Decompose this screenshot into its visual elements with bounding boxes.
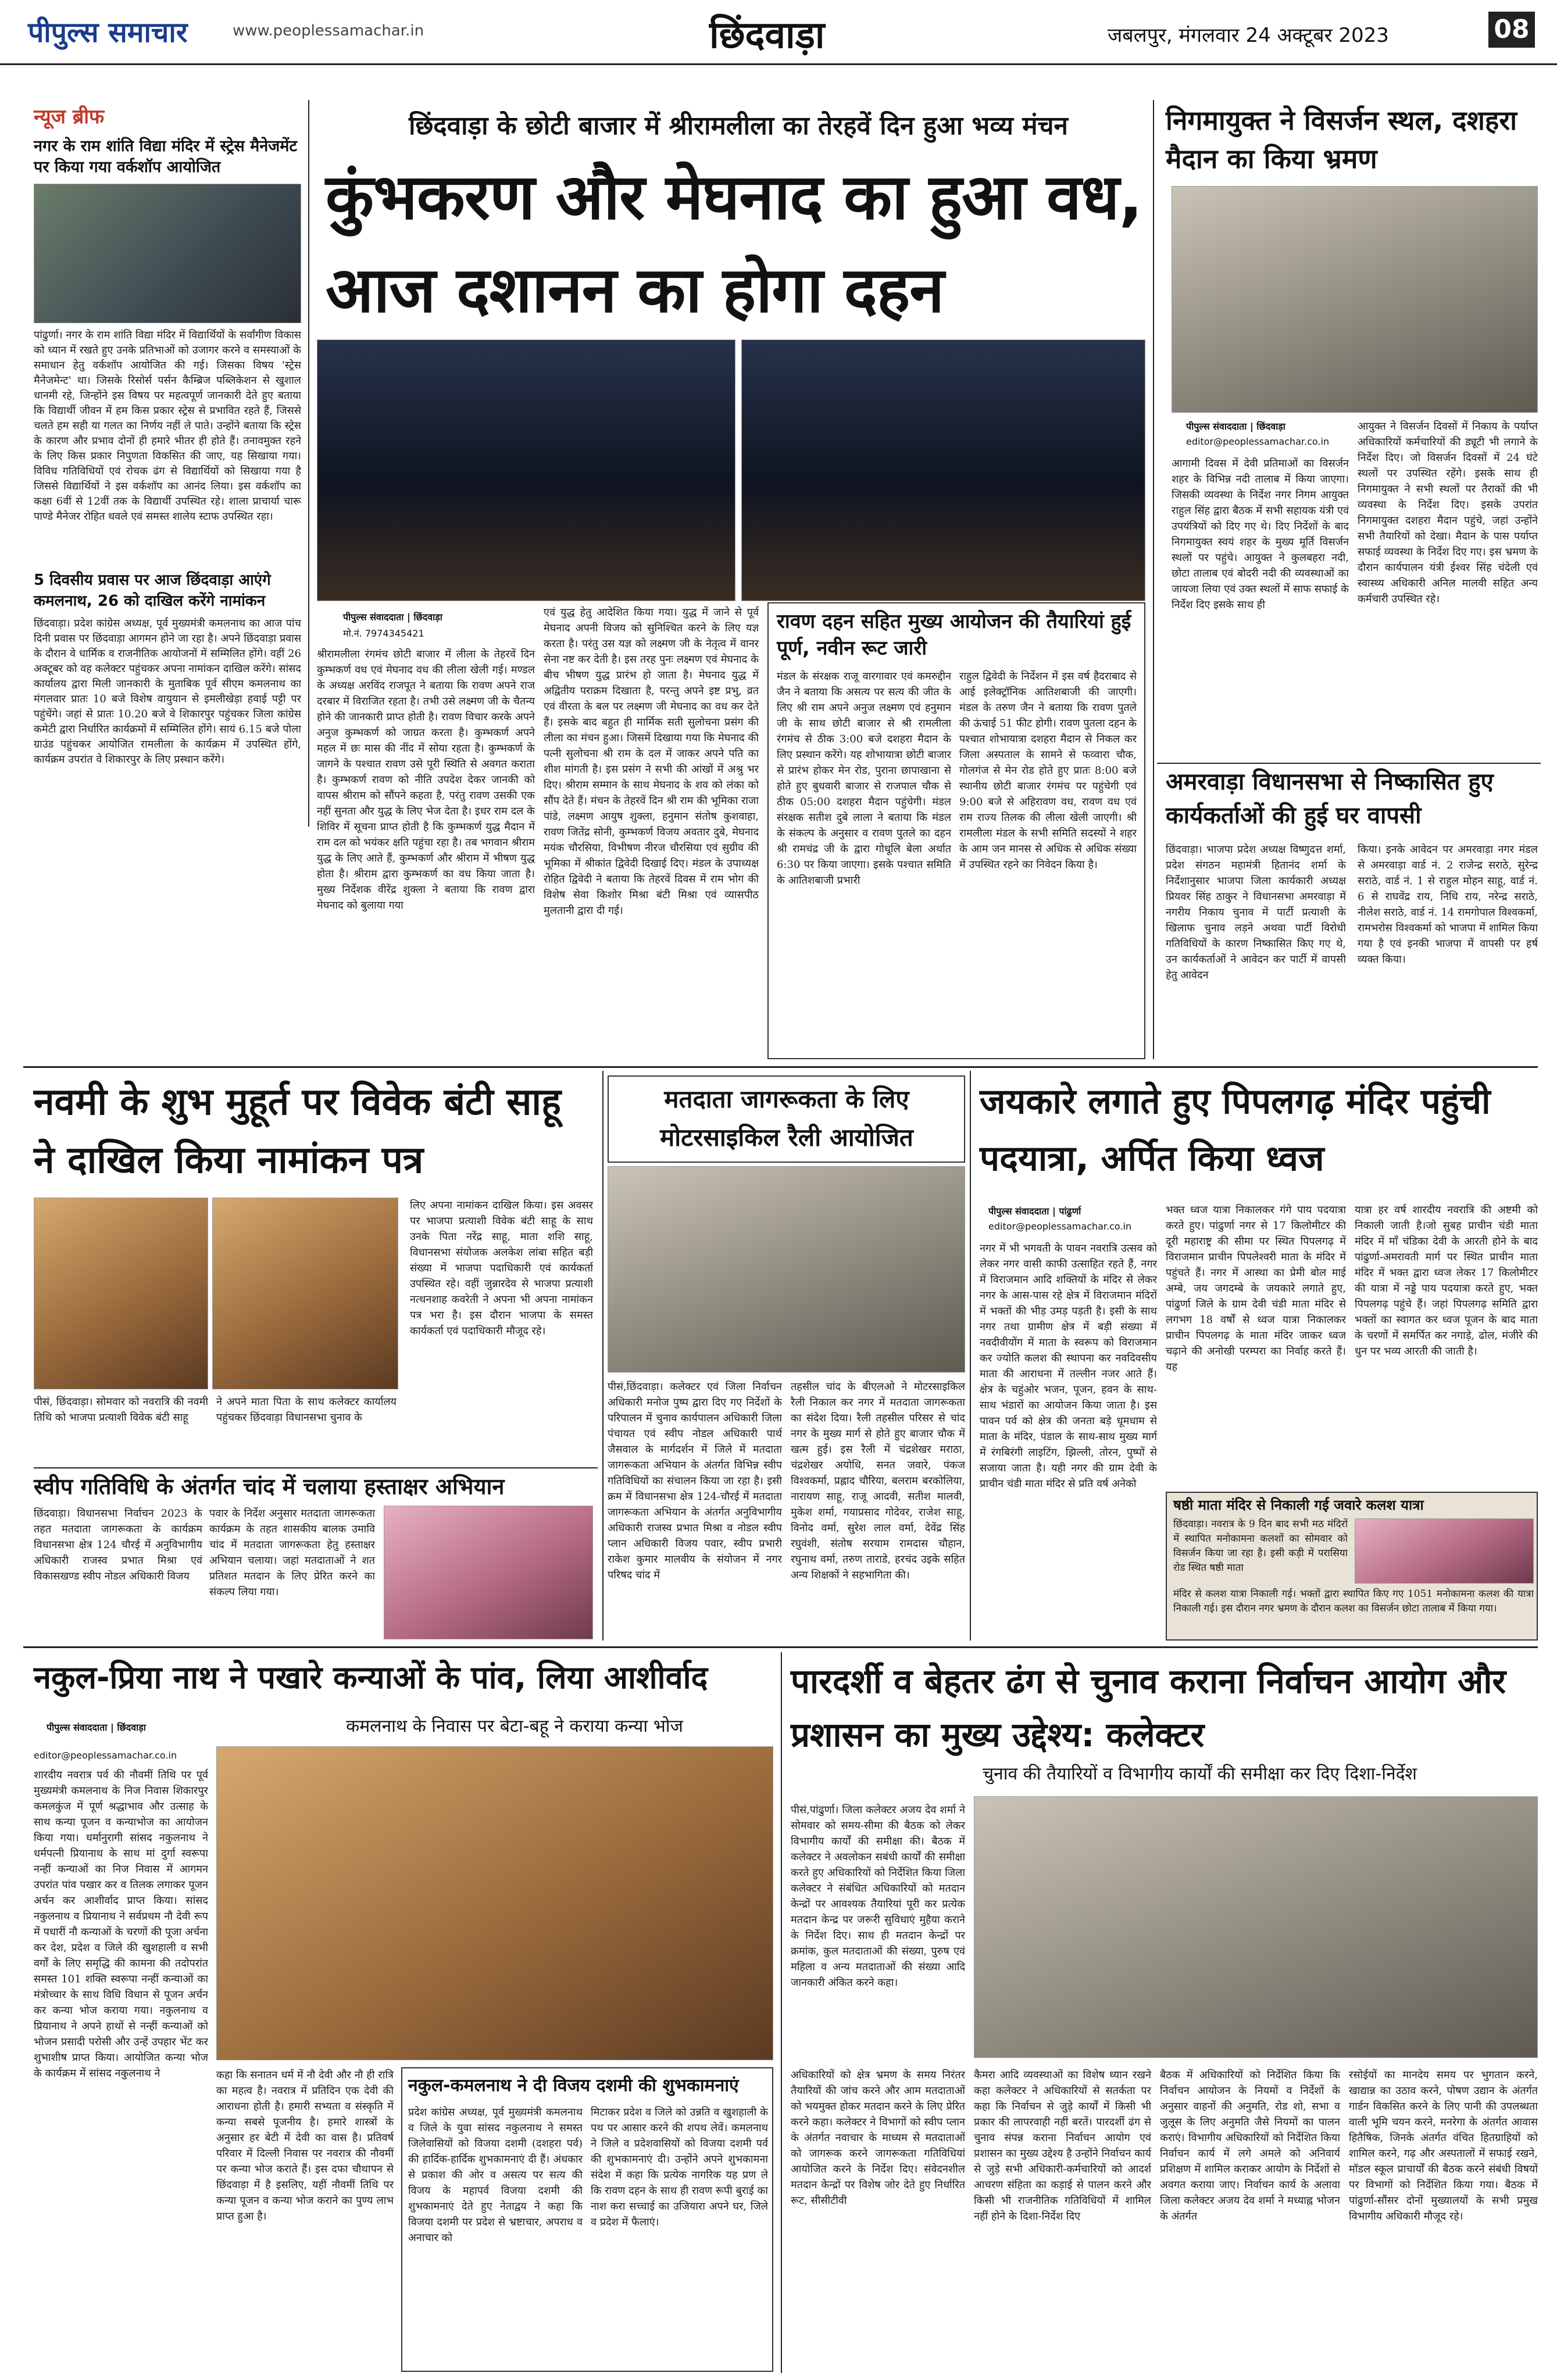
route-col-2: राहुल द्विवेदी के निर्देशन में इस वर्ष हैदराबाद से आई इलेक्ट्रॉनिक आतिशबाजी की जाएगी। मंडल के तरुण जैन ने बताया कि रावण पुतले की ऊंचाई 51 फीट होगी। रावण पुतला दहन के पश्चात शोभायात्रा दशहरा मैदान से निकल कर जिला अस्पताल के सामने से फव्वारा चौक, गोलगंज से मेन रोड होते हुए प्रातः 8:00 बजे स्थानीय छोटी बाजार रंगमंच पर पहुंचेगी एवं 9:00 बजे से अहिरावण वध, रावण वध एवं राम राज्य तिलक की लीला खेली जाएगी। श्री रामलीला मंडल के सभी समिति सदस्यों ने शहर के आम जन मानस से अधिक से अधिक संख्या में उपस्थित रहने का निवेदन किया है। <box>959 670 1137 871</box>
lead-col-2: एवं युद्ध हेतु आदेशित किया गया। युद्ध में जाने से पूर्व मेघनाद अपनी विजय को सुनिश्चित करने के लिए यज्ञ करता है। परंतु उस यज्ञ को लक्ष्मण जी के नेतृत्व में वानर सेना नष्ट कर देती है। इस तरह पुनः लक्ष्मण एवं मेघनाद के बीच भीषण युद्ध प्रारंभ हो जाता है। मेघनाद युद्ध में अद्वितीय पराक्रम दिखाता है, परन्तु अपने इष्ट प्रभु, व्रत एवं वीरता के बल पर लक्ष्मण जी मेघनाद का वध कर देते हैं। इसके बाद बहुत ही मार्मिक सती सुलोचना प्रसंग की लीला का मंचन हुआ। जिसमें दिखाया गया कि मेघनाद की पत्नी सुलोचना श्री राम के दल में जाकर अपने पति का शीश मांगती है। इस प्रसंग ने सभी की आंखों में अश्रु भर दिए। श्रीराम सम्मान के साथ मेघनाद के शव को लंका को सौंप देते हैं। मंचन के तेहरवें दिन श्री राम की भूमिका राजा पांडे, लक्ष्मण आयुष शुक्ला, हनुमान संतोष कुशवाहा, रावण जितेंद्र सोनी, कुम्भकर्ण विजय अवतार दुबे, मेघनाद मयंक चौरसिया, विभीषण नीरज चौरसिया एवं सुग्रीव की भूमिका में श्रीकांत द्विवेदी दिखाई दिए। मंडल के उपाध्यक्ष रोहित द्विवेदी ने बताया कि तेहरवें दिवस में राम भोग की विशेष सेवा किशोर मिश्रा बंटी मिश्रा एवं व्यासपीठ मुलतानी द्वारा दी गई। <box>544 606 759 917</box>
lead-credit: पीपुल्स संवाददाता | छिंदवाड़ा <box>343 612 442 623</box>
rally-col-2: तहसील चांद के बीएलओ ने मोटरसाइकिल रैली निकाल कर नगर में मतदाता जागरूकता का संदेश दिया। रैली तहसील परिसर से चांद नगर के मुख्य मार्ग से होते हुए बाजार चौक में खत्म हुई। इस रैली में चंद्रशेखर मराठा, चंद्रशेखर अयोधि, सनत जवारे, पंकज विश्वकर्मा, प्रह्लाद चौरिया, बलराम बरकोलिया, नारायण साहू, राजू आदवी, सतीश मालवी, मुकेश शर्मा, गयाप्रसाद गोदेवर, राजेश साहू, विनोद वर्मा, सुरेश लाल वर्मा, देवेंद्र सिंह रघुवंशी, संतोष सरयाम रामदास चौहान, रघुनाथ वर्मा, तरुण ताराडे, हरचंद उइके सहित अन्य शिक्षकों ने सहभागिता की। <box>791 1381 965 1581</box>
inspect-col-2: आयुक्त ने विसर्जन दिवसों में निकाय के पर्याप्त अधिकारियों कर्मचारियों की ड्यूटी भी लगाने के निर्देश दिए। जो विसर्जन दिवसों में 24 घंटे स्थलों पर उपस्थित रहेंगे। इसके साथ ही निगमायुक्त ने सभी स्थलों पर तैराकों की भी व्यवस्था के निर्देश दिए। इसके उपरांत निगमायुक्त दशहरा मैदान पहुंचे, जहां उन्होंने सभी तैयारियों को देखा। मैदान के पास पर्याप्त सफाई व्यवस्था के निर्देश दिए गए। इस भ्रमण के दौरान कार्यपालन यंत्री ईश्वर सिंह चंदेली एवं स्वास्थ्य अधिकारी अनिल मालवी सहित अन्य कर्मचारी उपस्थित रहे। <box>1358 420 1538 605</box>
sahu-photo-1 <box>34 1198 208 1389</box>
route-headline: रावण दहन सहित मुख्य आयोजन की तैयारियां हुई पूर्ण, नवीन रूट जारी <box>777 610 1131 660</box>
brief-text-2: छिंदवाड़ा। प्रदेश कांग्रेस अध्यक्ष, पूर्व मुख्यमंत्री कमलनाथ का आज पांच दिनी प्रवास पर छिंदवाड़ा आगमन होने जा रहा है। अपने छिंदवाड़ा प्रवास के दौरान वे धार्मिक व राजनीतिक आयोजनों में सम्मिलित होंगे। वहीं 26 अक्टूबर को वह कलेक्टर पहुंचकर अपना नामांकन दाखिल करेंगे। सांसद कार्यालय द्वारा मिली जानकारी के मुताबिक पूर्व सीएम कमलनाथ का मंगलवार प्रातः 10 बजे विशेष वायुयान से इमलीखेड़ा हवाई पट्टी पर पहुंचेंगे। जहां से प्रातः 10.20 बजे वे शिकारपुर पहुंचकर जिला कांग्रेस कमेटी द्वारा निर्धारित कार्यक्रमों में सम्मिलित होंगे। सायं 6.15 बजे पोला ग्राउंड पहुंचकर आयोजित रामलीला के कार्यक्रम में उपस्थित होंगे, कार्यक्रम उपरांत वे शिकारपुर के लिए प्रस्थान करेंगे। <box>34 617 301 766</box>
sahu-photo-2 <box>212 1198 398 1389</box>
inspect-email[interactable]: editor@peoplessamachar.co.in <box>1186 436 1330 447</box>
kalash-text-1: छिंदवाड़ा। नवरात्र के 9 दिन बाद सभी मठ मंदिरों में स्थापित मनोकामना कलशों का सोमवार को विसर्जन किया जा रहा है। इसी कड़ी में परासिया रोड स्थित षष्ठी माता <box>1173 1518 1348 1574</box>
kalash-text-2: मंदिर से कलश यात्रा निकाली गई। भक्तों द्वारा स्थापित किए गए 1051 मनोकामना कलश की यात्रा निकाली गई। इस दौरान नगर भ्रमण के दौरान कलश का विसर्जन छोटा तालाब में किया गया। <box>1173 1588 1534 1614</box>
sveep-col-2: पवार के निर्देश अनुसार मतदाता जागरूकता कार्यक्रम के तहत शासकीय बालक उमावि चांद में मतदाता जागरूकता हेतु हस्ताक्षर अभियान चलाया। जहां मतदाताओं ने शत प्रतिशत मतदान के लिए प्रेरित करने का संकल्प लिया गया। <box>209 1507 375 1598</box>
collector-col-2: कैमरा आदि व्यवस्थाओं का विशेष ध्यान रखने कहा कलेक्टर ने अधिकारियों से सतर्कता पर कहा कि निर्वाचन से जुड़े कार्यों में किसी भी प्रकार की लापरवाही नहीं बरतें। पारदर्शी ढंग से चुनाव संपन्न कराना निर्वाचन आयोग एवं प्रशासन का मुख्य उद्देश्य है उन्होंने निर्वाचन कार्य से जुड़े सभी अधिकारी-कर्मचारियों को आदर्श आचरण संहिता का कड़ाई से पालन करने और किसी भी राजनीतिक गतिविधियों में शामिल नहीं होने के दिशा-निर्देश दिए <box>974 2069 1151 2222</box>
collector-col-4: रसोईयों का मानदेय समय पर भुगतान करने, खाद्यान्न का उठाव करने, पोषण उद्यान के अंतर्गत गार्डन विकसित करने के लिए पानी की उपलब्धता वाली भूमि चयन करने, मनरेगा के अंतर्गत आवास हितैषिक, जिनके अंतर्गत वंचित हितग्राहियों को शामिल करने, गढ़ और अस्पतालों में सफाई रखने, मॉडल स्कूल प्राचार्यों की बैठक करने संबंधी विषयों पर विभागों को निर्देशित किया गया। बैठक में पांढुर्णा-सौंसर दोनों मुख्यालयों के सभी प्रमुख विभागीय अधिकारी मौजूद रहे। <box>1349 2069 1538 2222</box>
lead-kicker: छिंदवाड़ा के छोटी बाजार में श्रीरामलीला का तेरहवें दिन हुआ भव्य मंचन <box>409 111 1068 141</box>
amarwara-col-2: किया। इनके आवेदन पर अमरवाड़ा नगर मंडल से अमरवाड़ा वार्ड नं. 2 राजेन्द्र सराठे, सुरेन्द्र सराठे, वार्ड नं. 1 से राहुल मोहन साहू, वार्ड नं. 6 से राघवेंद्र राय, निधि राय, नरेन्द्र सराठे, नीलेश सराठे, वार्ड नं. 14 रामगोपाल विश्वकर्मा, रामभरोस विश्वकर्मा को भाजपा में शामिल किया गया है एवं इनकी भाजपा में वापसी पर हर्ष व्यक्त किया। <box>1358 844 1538 966</box>
divider <box>970 1071 971 1641</box>
inspect-col-1: आगामी दिवस में देवी प्रतिमाओं का विसर्जन शहर के विभिन्न नदी तालाब में किया जाएगा। जिसकी व्यवस्था के निर्देश नगर निगम आयुक्त राहुल सिंह द्वारा बैठक में सभी सहायक यंत्री एवं उपयंत्रियों को दिए गए थे। दिए निर्देशों के बाद निगमायुक्त स्वयं शहर के मुख्य मूर्ति विसर्जन स्थलों पर पहुंचे। आयुक्त ने कुलबहरा नदी, छोटा तालाब एवं बोदरी नदी की व्यवस्थाओं का जायजा लिया एवं उक्त स्थलों में साफ सफाई के निर्देश दिए इसके साथ ही <box>1172 458 1349 611</box>
dussehra-col-1: प्रदेश कांग्रेस अध्यक्ष, पूर्व मुख्यमंत्री कमलनाथ व जिले के युवा सांसद नकुलनाथ ने समस्त जिलेवासियों को विजया दशमी (दशहरा पर्व) की हार्दिक-हार्दिक शुभकामनाएं दी हैं। अंधकार से प्रकाश की ओर व असत्य पर सत्य की विजय के महापर्व विजया दशमी की शुभकामनाएं देते हुए नेताद्वय ने कहा कि विजया दशमी पर प्रदेश से भ्रष्टाचार, अपराध व अनाचार को <box>408 2106 583 2244</box>
divider <box>602 1071 603 1641</box>
sahu-headline: नवमी के शुभ मुहूर्त पर विवेक बंटी साहू ने दाखिल किया नामांकन पत्र <box>34 1081 561 1182</box>
collector-col-1: अधिकारियों को क्षेत्र भ्रमण के समय निरंतर तैयारियों की जांच करने और आम मतदाताओं को भयमुक्त होकर मतदान करने के लिए प्रेरित करने कहा। कलेक्टर ने विभागों को स्वीप प्लान के अंतर्गत नवाचार के माध्यम से मतदाताओं को जागरूक करने जागरूकता गतिविधियां आयोजित करने के निर्देश दिए। संवेदनशील मतदान केन्द्रों पर विशेष जोर देते हुए निर्धारित रूट, सीसीटीवी <box>791 2069 965 2207</box>
sveep-headline: स्वीप गतिविधि के अंतर्गत चांद में चलाया हस्ताक्षर अभियान <box>34 1474 505 1499</box>
inspection-photo <box>1172 186 1538 413</box>
page-number: 08 <box>1488 12 1535 48</box>
pipla-col-2: भक्त ध्वज यात्रा निकालकर गंगे पाय पदयात्रा करते हुए। पांढुर्णा नगर से 17 किलोमीटर की दूरी महाराष्ट्र की सीमा पर स्थित पिपलगढ़ में विराजमान प्राचीन पिपलेश्वरी माता के मंदिर में पहुंचते हैं। नगर में आस्था का प्रेमी बोल माई अम्बे, जय जगदम्बे के जयकारे लगाते हुए, पांढुर्णा जिले के ग्राम देवी चंडी माता मंदिर से लगभग 18 वर्षों से ध्वज यात्रा निकालकर प्राचीन पिपलगढ़ के माता मंदिर जाकर ध्वज चढ़ाने की अनोखी परम्परा का निर्वाह करते हैं। यह <box>1166 1204 1346 1373</box>
dateline: जबलपुर, मंगलवार 24 अक्टूबर 2023 <box>1108 24 1389 47</box>
divider <box>34 1467 598 1468</box>
nakul-col-1: शारदीय नवरात्र पर्व की नौवमीं तिथि पर पूर्व मुख्यमंत्री कमलनाथ के निज निवास शिकारपुर कमलकुंज में पूर्ण श्रद्धाभाव और उत्साह के साथ कन्या पूजन व कन्याभोज का आयोजन किया गया। धर्मानुरागी सांसद नकुलनाथ ने धर्मपत्नी प्रियानाथ के साथ मां दुर्गा स्वरूपा नन्हीं कन्याओं का निज निवास में आगमन उपरांत पांव पखार कर व तिलक लगाकर पूजन अर्चन कर आशीर्वाद प्राप्त किया। सांसद नकुलनाथ व प्रियानाथ ने सर्वप्रथम नौ देवी रूप में पधारीं नौ कन्याओं के चरणों की पूजा अर्चना कर देश, प्रदेश व जिले की खुशहाली व सभी वर्गों के लिए समृद्धि की कामना की तदोपरांत समस्त 101 शक्ति स्वरूपा नन्हीं कन्याओं का मंत्रोच्चार के साथ विधि विधान से पूजन अर्चन कर कन्या भोज कराया गया। नकुलनाथ व प्रियानाथ ने अपने हाथों से नन्हीं कन्याओं को भोजन प्रसादी परोसी और उन्हें उपहार भेंट कर शुभाशीष प्राप्त किया। आयोजित कन्या भोज के कार्यक्रम में सांसद नकुलनाथ ने <box>34 1769 208 2079</box>
amarwara-headline: अमरवाड़ा विधानसभा से निष्कासित हुए कार्यकर्ताओं की हुई घर वापसी <box>1166 769 1494 829</box>
pipla-headline: जयकारे लगाते हुए पिपलगढ़ मंदिर पहुंची पदयात्रा, अर्पित किया ध्वज <box>980 1081 1491 1179</box>
lead-col-1: श्रीरामलीला रंगमंच छोटी बाजार में लीला के तेहरवें दिन कुम्भकर्ण वध एवं मेघनाद वध की लीला खेली गई। मण्डल के अध्यक्ष अरविंद राजपूत ने बताया कि रावण अपने राज दरबार में विराजित रहता है। तभी उसे लक्ष्मण जी के चैतन्य होने की जानकारी प्राप्त होती है। रावण विचार करके अपने अनुज कुम्भकर्ण को जाग्रत करता है। कुम्भकर्ण अपने महल में छः मास की नींद में सोया रहता है। कुम्भकर्ण के जागने के पश्चात रावण उसे पूरी स्थिति से अवगत कराता है। कुम्भकर्ण रावण को नीति उपदेश देकर जानकी को वापस श्रीराम को सौंपने कहता है, परंतु रावण उसकी एक नहीं सुनता और युद्ध के लिए भेज देता है। इधर राम दल के शिविर में सूचना प्राप्त होती है कि कुम्भकर्ण युद्ध मैदान में राम दल को भयंकर क्षति पहुंचा रहा है। तब भगवान श्रीराम युद्ध के लिए आते हैं, कुम्भकर्ण और श्रीराम में भीषण युद्ध होता है। श्रीराम द्वारा कुम्भकर्ण का वध किया जाता है। मुख्य निर्देशक वीरेंद्र शुक्ला ने बताया कि रावण द्वारा मेघनाद को बुलाया गया <box>317 648 535 912</box>
nakul-credit: पीपुल्स संवाददाता | छिंदवाड़ा <box>47 1722 146 1733</box>
dussehra-headline: नकुल-कमलनाथ ने दी विजय दशमी की शुभकामनाएं <box>408 2075 739 2096</box>
nakul-col-2: कहा कि सनातन धर्म में नौ देवी और नौ ही रात्रि का महत्व है। नवरात्र में प्रतिदिन एक देवी की आराधना होती है। हमारी सभ्यता व संस्कृति में कन्या सबसे पूजनीय है। हमारे शास्त्रों के अनुसार हर बेटी में देवी का वास है। प्रतिवर्ष परिवार में दिल्ली निवास पर नवरात्र की नौवमीं पर कन्या भोज कराते हैं। इस दफा चौथापन से छिंदवाड़ा में है इसलिए, यहीं नौवमीं तिथि पर कन्या पूजन व कन्या भोज कराने का पुण्य लाभ प्राप्त हुआ है। <box>216 2069 394 2222</box>
nakul-email[interactable]: editor@peoplessamachar.co.in <box>34 1750 177 1761</box>
masthead <box>0 0 1557 65</box>
effigy-photo <box>317 340 735 601</box>
inspect-headline: निगमायुक्त ने विसर्जन स्थल, दशहरा मैदान का किया भ्रमण <box>1166 105 1517 174</box>
lead-headline: कुंभकरण और मेघनाद का हुआ वध, आज दशानन का होगा दहन <box>326 161 1142 327</box>
pipla-col-3: यात्रा हर वर्ष शारदीय नवरात्रि की अष्टमी को निकाली जाती है।जो सुबह प्राचीन चंडी माता मंदिर में माँ चंडिका देवी के आरती होने के बाद पांढुर्णा-अमरावती मार्ग पर स्थित प्राचीन माता मंदिर में भक्त द्वारा ध्वज लेकर 17 किलोमीटर की यात्रा में नड्डे पाय पदयात्रा करते हुए, भक्त पिपलगढ़ पहुंचे हैं। जहां पिपलगढ़ समिति द्वारा भक्तों का स्वागत कर ध्वज पूजन के बाद माता के चरणों में समर्पित कर नगाड़े, ढोल, मंजीरे की धुन पर भव्य आरती की जाती है। <box>1355 1204 1538 1357</box>
rally-headline: मतदाता जागरूकता के लिए मोटरसाइकिल रैली आयोजित <box>660 1085 913 1152</box>
pipla-col-1: नगर में भी भगवती के पावन नवरात्रि उत्सव को लेकर नगर वासी काफी उत्साहित रहते हैं, नगर में विराजमान आदि शक्तियों के मंदिर से लेकर नगर के आस-पास रहे क्षेत्र में विराजमान मंदिरों में भक्तों की भीड़ उमड़ पड़ती है। इसी के साथ नगर तथा ग्रामीण क्षेत्र में बड़ी संख्या में नवदीवीयोंग में माता के स्वरूप को विराजमान कर ज्योति कलश की स्थापना कर नवदिवसीय माता की आराधना में तल्लीन नजर आते हैं। क्षेत्र के चहुंओर भजन, पूजन, हवन के साथ-साथ भंडारों का आयोजन किया जाता है। इस पावन पर्व को क्षेत्र की जनता बड़े धूमधाम से माता के मंदिर, पंडाल के साथ-साथ मुख्य मार्ग में रंगबिरंगी लाइटिंग, झिल्ली, तोरन, पुष्पों से सजाया जाता है। यही नगर की ग्राम देवी के प्राचीन चंडी माता मंदिर से प्रति वर्ष अनेको <box>980 1242 1157 1490</box>
brief-label: न्यूज ब्रीफ <box>34 105 105 128</box>
section-title: छिंदवाड़ा <box>709 14 825 57</box>
pipla-credit: पीपुल्स संवाददाता | पांढुर्णा <box>988 1206 1081 1217</box>
collector-intro: पीसं,पांढुर्णा। जिला कलेक्टर अजय देव शर्मा ने सोमवार को समय-सीमा की बैठक को लेकर विभागीय कार्यों की समीक्षा की। बैठक में कलेक्टर ने अवलोकन सबंधी कार्यों की समीक्षा करते हुए अधिकारियों को निर्देशित किया जिला कलेक्टर ने संबंधित अधिकारियों को मतदान केन्द्रों पर आवश्यक तैयारियां पूरी कर प्रत्येक मतदान केन्द्र पर जरूरी सुविधाएं मुहैया कराने के निर्देश दिए। साथ ही मतदान केन्द्रों पर क्रमांक, कुल मतदाताओं की संख्या, पुरुष एवं महिला व अन्य मतदाताओं की संख्या आदि जानकारी अंकित करने कहा। <box>791 1804 965 1989</box>
sveep-col-1: छिंदवाड़ा। विधानसभा निर्वाचन 2023 के तहत मतदाता जागरूकता के कार्यक्रम विधानसभा क्षेत्र 124 चौरई में अनुविभागीय अधिकारी राजस्व प्रभात मिश्रा एवं विकासखण्ड स्वीप नोडल अधिकारी विजय <box>34 1507 202 1582</box>
divider <box>308 100 309 827</box>
meeting-photo <box>974 1796 1538 2058</box>
nakul-subheadline: कमलनाथ के निवास पर बेटा-बहू ने कराया कन्या भोज <box>346 1716 683 1736</box>
news-brief <box>34 102 301 823</box>
rally-photo <box>608 1166 965 1373</box>
website-link[interactable]: www.peoplessamachar.in <box>233 22 424 40</box>
sahu-caption: पीसं, छिंदवाड़ा। सोमवार को नवरात्रि की नवमी तिथि को भाजपा प्रत्याशी विवेक बंटी साहू <box>34 1396 208 1424</box>
nakul-headline: नकुल-प्रिया नाथ ने पखारे कन्याओं के पांव, लिया आशीर्वाद <box>34 1659 708 1696</box>
amarwara-col-1: छिंदवाड़ा। भाजपा प्रदेश अध्यक्ष विष्णुदत्त शर्मा, प्रदेश संगठन महामंत्री हितानंद शर्मा के निर्देशानुसार भाजपा जिला कार्यकारी अध्यक्ष प्रियवर सिंह ठाकुर ने विधानसभा अमरवाड़ा में नगरीय निकाय चुनाव में पार्टी प्रत्याशी के खिलाफ चुनाव लड़ने अथवा पार्टी विरोधी गतिविधियों के कारण निष्कासित किए गए थे, उन कार्यकर्ताओं ने आवेदन कर पार्टी में वापसी हेतु आवेदन <box>1166 844 1346 981</box>
inspect-credit: पीपुल्स संवाददाता | छिंदवाड़ा <box>1186 421 1285 432</box>
divider <box>781 1652 782 2373</box>
divider <box>1157 763 1541 764</box>
sahu-caption-2: ने अपने माता पिता के साथ कलेक्टर कार्यालय पहुंचकर छिंदवाड़ा विधानसभा चुनाव के <box>216 1396 397 1424</box>
divider <box>1153 100 1154 1059</box>
divider <box>23 1646 1538 1648</box>
brief-text-1: पांढुर्णा। नगर के राम शांति विद्या मंदिर में विद्यार्थियों के सर्वांगीण विकास को ध्यान में रखते हुए उनके प्रतिभाओं को उजागर करने व समस्याओं के समाधान हेतु वर्कशॉप आयोजित की गई। जिसका विषय 'स्ट्रेस मैनेजमेन्ट' था। जिसके रिसोर्स पर्सन कैम्ब्रिज पब्लिकेशन से खुशाल धानमी रहे, जिन्होंने इस विषय पर महत्वपूर्ण जानकारी देते हुए बताया कि विद्यार्थी जीवन में हम किस प्रकार स्ट्रेस से प्रभावित रहते हैं, जिससे चलते हम सही या गलत का निर्णय नहीं ले पाते। उन्होंने बताया कि स्ट्रेस के कारण और प्रभाव दोनों ही हमारे भीतर ही होते हैं। तनावमुक्त रहने के लिए किस प्रकार निपुणता विकसित की जाए, यह सिखाया गया। विविध गतिविधियों एवं रोचक ढंग से विद्यार्थियों को सिखाया गया है जिससे विद्यार्थियों ने इस वर्कशॉप का आनंद लिया। इस वर्कशॉप का कक्षा 6वीं से 12वीं तक के विद्यार्थी उपस्थित रहे। शाला प्राचार्या चारू पाण्डे मैनेजर रोहित धवले एवं समस्त शालेय स्टाफ उपस्थित रहा। <box>34 329 301 523</box>
collector-subheadline: चुनाव की तैयारियों व विभागीय कार्यों की समीक्षा कर दिए दिशा-निर्देश <box>983 1764 1417 1784</box>
sveep-photo <box>384 1506 593 1639</box>
kalash-photo <box>1355 1518 1534 1584</box>
route-col-1: मंडल के संरक्षक राजू वारगावार एवं कमरुद्दीन जैन ने बताया कि असत्य पर सत्य की जीत के लिए श्री राम अपने अनुज लक्ष्मण एवं हनुमान जी के साथ छोटी बाजार से श्री रामलीला रंगमंच से ठीक 3:00 बजे दशहरा मैदान के लिए प्रस्थान करेंगे। यह शोभायात्रा छोटी बाजार से प्रारंभ होकर मेन रोड, पुराना छापाखाना से होते हुए बुधवारी बाजार से राजपाल चौक से ठीक 05:00 दशहरा मैदान पहुंचेगी। मंडल संरक्षक सतीश दुबे लाला ने बताया कि मंडल के संकल्प के अनुसार व रावण पुतले का दहन श्री रामचंद्र जी के द्वारा गोधूलि बेला अर्थात 6:30 पर किया जाएगा। इसके पश्चात समिति के आतिशबाजी प्रभारी <box>777 670 951 887</box>
police-photo <box>741 340 1145 601</box>
dussehra-col-2: मिटाकर प्रदेश व जिले को उन्नति व खुशहाली के पथ पर आसार करने की शपथ लेवें। कमलनाथ ने जिले व प्रदेशवासियों को विजया दशमी पर्व की शुभकामनाएं दी। उन्होंने अपने शुभकामना संदेश में कहा कि प्रत्येक नागरिक यह प्रण ले कि रावण दहन के साथ ही रावण रूपी बुराई का नाश करा सच्चाई का उजियारा अपने घर, जिले व प्रदेश में फैलाएं। <box>591 2106 768 2228</box>
pipla-email[interactable]: editor@peoplessamachar.co.in <box>988 1221 1132 1232</box>
sahu-text: लिए अपना नामांकन दाखिल किया। इस अवसर पर भाजपा प्रत्याशी विवेक बंटी साहू के साथ उनके पिता नरेंद्र साहू, माता शशि साहू, विधानसभा संयोजक अलकेश लांबा सहित बड़ी संख्या में भाजपा पदाधिकारी एवं कार्यकर्ता उपस्थित रहे। वहीं जुन्नारदेव से भाजपा प्रत्याशी नत्थनशाह कवरेती ने अपना भी अपना नामांकन पत्र भरा है। इस दौरान भाजपा के समस्त कार्यकर्ता एवं पदाधिकारी मौजूद रहे। <box>410 1199 593 1337</box>
brand-logo: पीपुल्स समाचार <box>28 16 188 49</box>
lead-mobile: मो.नं. 7974345421 <box>343 628 424 639</box>
rally-col-1: पीसं,छिंदवाड़ा। कलेक्टर एवं जिला निर्वाचन अधिकारी मनोज पुष्प द्वारा दिए गए निर्देशों के परिपालन में चुनाव कार्यपालन अधिकारी जिला पंचायत एवं स्वीप नोडल अधिकारी पार्थ जैसवाल के मार्गदर्शन में जिले में मतदाता जागरूकता अभियान के अंतर्गत विभिन्न स्वीप गतिविधियों का संचालन किया जा रहा है। इसी क्रम में विधानसभा क्षेत्र 124-चौरई में मतदाता जागरूकता अभियान के अंतर्गत अनुविभागीय अधिकारी राजस्व प्रभात मिश्रा व नोडल स्वीप प्लान अधिकारी विजय पवार, स्वीप प्रभारी राकेश कुमार मालवीय के संयोजन में नगर परिषद चांद में <box>608 1381 782 1581</box>
brief-headline-2: 5 दिवसीय प्रवास पर आज छिंदवाड़ा आएंगे कमलनाथ, 26 को दाखिल करेंगे नामांकन <box>34 571 271 610</box>
brief-headline-1: नगर के राम शांति विद्या मंदिर में स्ट्रेस मैनेजमेंट पर किया गया वर्कशॉप आयोजित <box>34 137 298 176</box>
kanya-pujan-photo <box>216 1746 773 2060</box>
collector-col-3: बैठक में अधिकारियों को निर्देशित किया कि निर्वाचन आयोजन के नियमों व निर्देशों के अनुसार वाहनों की अनुमति, रोड शो, सभा व जुलूस के लिए अनुमति जैसे नियमों का पालन कराएं। विभागीय अधिकारियों को निर्देशित किया निर्वाचन कार्य में लगे अमले को अनिवार्य प्रशिक्षण में शामिल कराकर आयोग के निर्देशों से अवगत कराया जाए। निर्वाचन कार्य के अलावा जिला कलेक्टर अजय देव शर्मा ने मध्याह्न भोजन के अंतर्गत <box>1160 2069 1340 2222</box>
divider <box>23 1066 1538 1068</box>
kalash-headline: षष्ठी माता मंदिर से निकाली गई जवारे कलश यात्रा <box>1173 1497 1424 1513</box>
workshop-photo <box>34 184 301 323</box>
collector-headline: पारदर्शी व बेहतर ढंग से चुनाव कराना निर्वाचन आयोग और प्रशासन का मुख्य उद्देश्य: कलेक्टर <box>791 1661 1506 1754</box>
